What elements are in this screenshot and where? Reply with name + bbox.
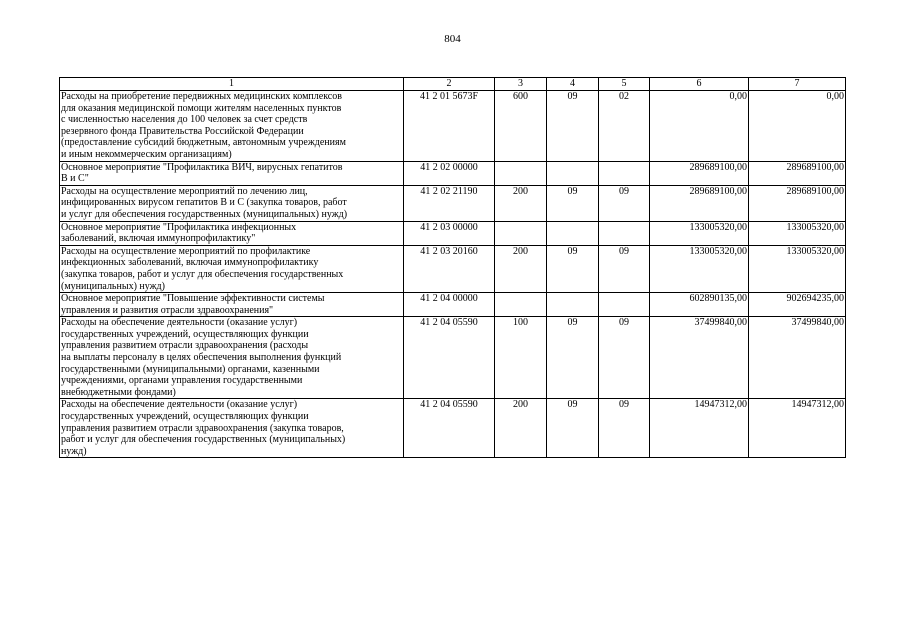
amount-col6-cell: 289689100,00 [650, 185, 749, 221]
expense-type-cell: 200 [495, 185, 547, 221]
expense-type-cell: 200 [495, 245, 547, 292]
expense-name-line: для оказания медицинской помощи жителям населенных пунктов [61, 102, 342, 114]
expense-name-cell [60, 317, 404, 399]
table-row [60, 399, 846, 458]
subsection-cell [599, 161, 650, 185]
section-cell: 09 [547, 185, 599, 221]
table-body [60, 91, 846, 458]
expense-name-line: Расходы на обеспечение деятельности (оказание услуг) [61, 399, 298, 411]
expense-name-line: внебюджетными фондами) [61, 386, 176, 398]
expense-name-line: работ и услуг для обеспечения государственных (муниципальных) [61, 434, 346, 446]
expense-name-line: государственными (муниципальными) органами, казенными [61, 363, 320, 375]
expense-name-line: Расходы на обеспечение деятельности (оказание услуг) [61, 317, 298, 329]
amount-col7-cell: 902694235,00 [749, 293, 846, 317]
classification-code-cell: 41 2 04 05590 [404, 317, 495, 399]
expense-type-cell [495, 293, 547, 317]
expense-name-cell [60, 293, 404, 317]
amount-col7-cell: 133005320,00 [749, 245, 846, 292]
amount-col6-cell: 0,00 [650, 91, 749, 162]
table-row [60, 293, 846, 317]
header-cell: 1 [60, 78, 404, 91]
expense-type-cell: 200 [495, 399, 547, 458]
expense-name-line: (предоставление субсидий бюджетным, автономным учреждениям [61, 137, 346, 149]
header-cell: 2 [404, 78, 495, 91]
expense-name-cell [60, 245, 404, 292]
expense-name-line: Расходы на осуществление мероприятий по лечению лиц, [61, 185, 308, 197]
classification-code-cell: 41 2 01 5673F [404, 91, 495, 162]
classification-code-cell: 41 2 03 20160 [404, 245, 495, 292]
section-cell: 09 [547, 245, 599, 292]
amount-col6-cell: 602890135,00 [650, 293, 749, 317]
subsection-cell: 09 [599, 317, 650, 399]
table-row [60, 161, 846, 185]
amount-col6-cell: 133005320,00 [650, 245, 749, 292]
expense-name-line: резервного фонда Правительства Российской Федерации [61, 125, 304, 137]
expense-name-line: Расходы на приобретение передвижных медицинских комплексов [61, 91, 342, 102]
expense-type-cell: 100 [495, 317, 547, 399]
page-number: 804 [444, 33, 461, 45]
expense-name-line: инфекционных заболеваний, включая иммунопрофилактику [61, 257, 319, 269]
expense-name-line: заболеваний, включая иммунопрофилактику" [61, 233, 256, 245]
expense-name-line: (закупка товаров, работ и услуг для обеспечения государственных [61, 268, 344, 280]
expense-name-line: Основное мероприятие "Повышение эффективности системы [61, 293, 325, 305]
classification-code-cell: 41 2 04 00000 [404, 293, 495, 317]
expense-name-line: нужд) [61, 445, 87, 457]
classification-code-cell: 41 2 03 00000 [404, 221, 495, 245]
amount-col7-cell: 289689100,00 [749, 185, 846, 221]
header-cell: 5 [599, 78, 650, 91]
expense-name-line: и услуг для обеспечения государственных (муниципальных) нужд) [61, 208, 348, 220]
header-cell: 6 [650, 78, 749, 91]
section-cell: 09 [547, 91, 599, 162]
table-row [60, 185, 846, 221]
expense-name-line: Основное мероприятие "Профилактика ВИЧ, вирусных гепатитов [61, 161, 343, 173]
expense-name-cell [60, 221, 404, 245]
expense-name-line: на выплаты персоналу в целях обеспечения выполнения функций [61, 352, 342, 364]
amount-col6-cell: 133005320,00 [650, 221, 749, 245]
expense-type-cell: 600 [495, 91, 547, 162]
amount-col7-cell: 37499840,00 [749, 317, 846, 399]
expense-name-line: управления и развития отрасли здравоохранения" [61, 304, 274, 316]
table-row [60, 221, 846, 245]
table-row [60, 245, 846, 292]
subsection-cell: 09 [599, 245, 650, 292]
expense-name-line: государственных учреждений, осуществляющих функции [61, 411, 309, 423]
expense-name-line: В и С" [61, 173, 89, 185]
amount-col7-cell: 14947312,00 [749, 399, 846, 458]
section-cell: 09 [547, 317, 599, 399]
budget-table [59, 77, 846, 458]
header-row [60, 78, 846, 91]
expense-name-line: Основное мероприятие "Профилактика инфекционных [61, 221, 297, 233]
section-cell [547, 293, 599, 317]
expense-name-cell [60, 185, 404, 221]
amount-col7-cell: 0,00 [749, 91, 846, 162]
expense-name-line: учреждениями, органами управления государственными [61, 375, 303, 387]
header-cell: 4 [547, 78, 599, 91]
expense-name-line: (муниципальных) нужд) [61, 280, 165, 292]
expense-name-line: управления развитием отрасли здравоохранения (расходы [61, 340, 309, 352]
amount-col6-cell: 289689100,00 [650, 161, 749, 185]
subsection-cell [599, 293, 650, 317]
amount-col7-cell: 289689100,00 [749, 161, 846, 185]
subsection-cell: 02 [599, 91, 650, 162]
expense-name-line: и иным некоммерческим организациям) [61, 148, 232, 160]
section-cell [547, 161, 599, 185]
amount-col7-cell: 133005320,00 [749, 221, 846, 245]
amount-col6-cell: 14947312,00 [650, 399, 749, 458]
table-row [60, 91, 846, 162]
expense-name-line: инфицированных вирусом гепатитов В и С (закупка товаров, работ [61, 197, 347, 209]
section-cell: 09 [547, 399, 599, 458]
expense-name-cell [60, 161, 404, 185]
subsection-cell: 09 [599, 185, 650, 221]
classification-code-cell: 41 2 04 05590 [404, 399, 495, 458]
section-cell [547, 221, 599, 245]
table-row [60, 317, 846, 399]
expense-name-cell [60, 91, 404, 162]
header-cell: 3 [495, 78, 547, 91]
subsection-cell [599, 221, 650, 245]
expense-name-line: государственных учреждений, осуществляющих функции [61, 328, 309, 340]
expense-name-line: управления развитием отрасли здравоохранения (закупка товаров, [61, 422, 344, 434]
expense-name-cell [60, 399, 404, 458]
expense-type-cell [495, 221, 547, 245]
classification-code-cell: 41 2 02 00000 [404, 161, 495, 185]
expense-name-line: с численностью населения до 100 человек за счет средств [61, 114, 308, 126]
header-cell: 7 [749, 78, 846, 91]
expense-type-cell [495, 161, 547, 185]
classification-code-cell: 41 2 02 21190 [404, 185, 495, 221]
expense-name-line: Расходы на осуществление мероприятий по профилактике [61, 245, 311, 257]
subsection-cell: 09 [599, 399, 650, 458]
amount-col6-cell: 37499840,00 [650, 317, 749, 399]
